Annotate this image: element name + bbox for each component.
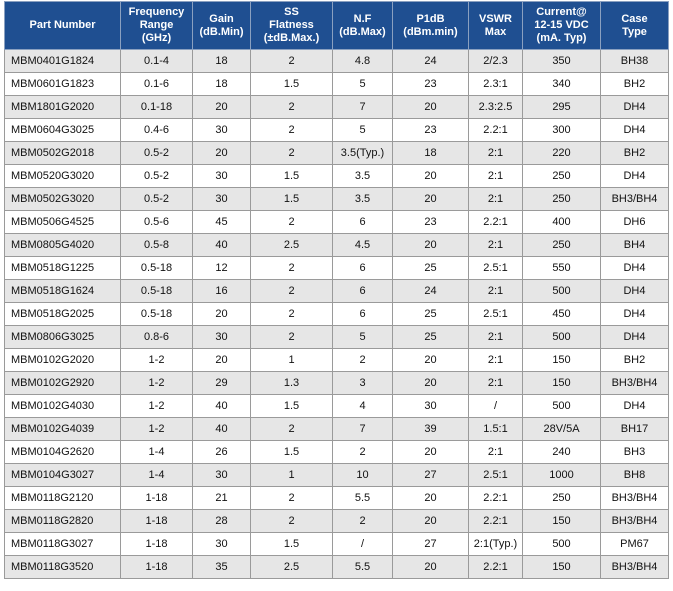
p1db-cell: 27 [393, 464, 469, 487]
ss-flatness-cell: 1.5 [251, 533, 333, 556]
p1db-cell: 25 [393, 257, 469, 280]
vswr-cell: 2.2:1 [469, 119, 523, 142]
p1db-cell: 24 [393, 280, 469, 303]
noise-figure-cell: 3.5(Typ.) [333, 142, 393, 165]
ss-flatness-cell: 2 [251, 211, 333, 234]
ss-flatness-cell: 2.5 [251, 556, 333, 579]
gain-cell: 40 [193, 234, 251, 257]
part-number-cell: MBM0118G2820 [5, 510, 121, 533]
header-ss-flatness-line: SS [284, 6, 299, 18]
ss-flatness-cell: 2 [251, 487, 333, 510]
part-number-cell: MBM0118G3520 [5, 556, 121, 579]
p1db-cell: 20 [393, 96, 469, 119]
header-gain-line: Gain [209, 12, 234, 25]
frequency-range-cell: 0.1-18 [121, 96, 193, 119]
current-cell: 28V/5A [523, 418, 601, 441]
header-ss-flatness-line: (±dB.Max.) [263, 32, 320, 44]
part-number-cell: MBM0502G2018 [5, 142, 121, 165]
header-p1db [393, 2, 469, 50]
case-type-cell: BH3/BH4 [601, 188, 669, 211]
header-ss-flatness-line: Flatness [269, 19, 314, 31]
noise-figure-cell: 3.5 [333, 165, 393, 188]
case-type-cell: BH3/BH4 [601, 487, 669, 510]
header-vswr-line: Max [484, 25, 507, 38]
header-case-type [601, 2, 669, 50]
part-number-cell: MBM0518G1624 [5, 280, 121, 303]
case-type-cell: DH4 [601, 303, 669, 326]
part-number-cell: MBM0806G3025 [5, 326, 121, 349]
frequency-range-cell: 0.5-6 [121, 211, 193, 234]
header-vswr-line: VSWR [479, 12, 512, 25]
ss-flatness-cell: 2 [251, 119, 333, 142]
case-type-cell: DH6 [601, 211, 669, 234]
noise-figure-cell: 3.5 [333, 188, 393, 211]
table-row [5, 211, 669, 234]
header-current-line: 12-15 VDC [534, 19, 589, 31]
case-type-cell: BH3/BH4 [601, 510, 669, 533]
current-cell: 250 [523, 165, 601, 188]
p1db-cell: 25 [393, 326, 469, 349]
p1db-cell: 25 [393, 303, 469, 326]
case-type-cell: BH8 [601, 464, 669, 487]
ss-flatness-cell: 2 [251, 303, 333, 326]
frequency-range-cell: 1-18 [121, 510, 193, 533]
vswr-cell: 2:1 [469, 165, 523, 188]
noise-figure-cell: 2 [333, 510, 393, 533]
gain-cell: 28 [193, 510, 251, 533]
vswr-cell: 2.2:1 [469, 556, 523, 579]
ss-flatness-cell: 1.5 [251, 441, 333, 464]
noise-figure-cell: 3 [333, 372, 393, 395]
gain-cell: 30 [193, 165, 251, 188]
ss-flatness-cell: 1 [251, 349, 333, 372]
case-type-cell: BH2 [601, 349, 669, 372]
part-number-cell: MBM0102G2920 [5, 372, 121, 395]
table-row [5, 326, 669, 349]
frequency-range-cell: 0.1-4 [121, 50, 193, 73]
gain-cell: 18 [193, 73, 251, 96]
noise-figure-cell: 4.5 [333, 234, 393, 257]
gain-cell: 30 [193, 119, 251, 142]
case-type-cell: BH3/BH4 [601, 372, 669, 395]
gain-cell: 12 [193, 257, 251, 280]
case-type-cell: DH4 [601, 326, 669, 349]
header-current [523, 2, 601, 50]
vswr-cell: 2:1(Typ.) [469, 533, 523, 556]
noise-figure-cell: 7 [333, 418, 393, 441]
vswr-cell: / [469, 395, 523, 418]
header-frequency-range [121, 2, 193, 50]
frequency-range-cell: 0.1-6 [121, 73, 193, 96]
case-type-cell: DH4 [601, 96, 669, 119]
p1db-cell: 20 [393, 441, 469, 464]
case-type-cell: BH2 [601, 142, 669, 165]
noise-figure-cell: 5 [333, 326, 393, 349]
gain-cell: 20 [193, 349, 251, 372]
part-number-cell: MBM0102G4030 [5, 395, 121, 418]
frequency-range-cell: 1-2 [121, 395, 193, 418]
vswr-cell: 2.3:1 [469, 73, 523, 96]
case-type-cell: BH38 [601, 50, 669, 73]
ss-flatness-cell: 1.5 [251, 188, 333, 211]
current-cell: 500 [523, 280, 601, 303]
part-number-cell: MBM0506G4525 [5, 211, 121, 234]
case-type-cell: BH3/BH4 [601, 556, 669, 579]
noise-figure-cell: 6 [333, 211, 393, 234]
case-type-cell: DH4 [601, 280, 669, 303]
frequency-range-cell: 0.5-8 [121, 234, 193, 257]
part-number-cell: MBM0601G1823 [5, 73, 121, 96]
p1db-cell: 20 [393, 234, 469, 257]
vswr-cell: 2:1 [469, 372, 523, 395]
header-current-line: (mA. Typ) [536, 32, 587, 44]
current-cell: 150 [523, 556, 601, 579]
part-number-cell: MBM0502G3020 [5, 188, 121, 211]
gain-cell: 35 [193, 556, 251, 579]
header-noise-figure-line: N.F [353, 12, 372, 25]
frequency-range-cell: 0.8-6 [121, 326, 193, 349]
frequency-range-cell: 1-4 [121, 464, 193, 487]
current-cell: 350 [523, 50, 601, 73]
current-cell: 150 [523, 510, 601, 533]
frequency-range-cell: 0.4-6 [121, 119, 193, 142]
header-case-type-line: Type [622, 25, 647, 38]
vswr-cell: 2:1 [469, 441, 523, 464]
table-row [5, 96, 669, 119]
header-frequency-range-line: Range [139, 19, 174, 31]
p1db-cell: 18 [393, 142, 469, 165]
noise-figure-cell: 4.8 [333, 50, 393, 73]
frequency-range-cell: 0.5-2 [121, 165, 193, 188]
current-cell: 500 [523, 395, 601, 418]
vswr-cell: 2.3:2.5 [469, 96, 523, 119]
current-cell: 150 [523, 372, 601, 395]
vswr-cell: 2:1 [469, 142, 523, 165]
table-row [5, 188, 669, 211]
current-cell: 550 [523, 257, 601, 280]
table-body [5, 50, 669, 579]
frequency-range-cell: 1-2 [121, 418, 193, 441]
current-cell: 500 [523, 533, 601, 556]
header-p1db-line: P1dB [416, 12, 445, 25]
table-row [5, 510, 669, 533]
ss-flatness-cell: 1 [251, 464, 333, 487]
ss-flatness-cell: 1.5 [251, 395, 333, 418]
p1db-cell: 20 [393, 165, 469, 188]
vswr-cell: 2:1 [469, 326, 523, 349]
gain-cell: 16 [193, 280, 251, 303]
table-row [5, 303, 669, 326]
gain-cell: 40 [193, 418, 251, 441]
header-noise-figure-line: (dB.Max) [339, 25, 386, 38]
case-type-cell: DH4 [601, 395, 669, 418]
part-number-cell: MBM0518G1225 [5, 257, 121, 280]
p1db-cell: 20 [393, 556, 469, 579]
gain-cell: 40 [193, 395, 251, 418]
part-number-cell: MBM0520G3020 [5, 165, 121, 188]
header-ss-flatness [251, 2, 333, 50]
case-type-cell: DH4 [601, 165, 669, 188]
frequency-range-cell: 0.5-2 [121, 188, 193, 211]
gain-cell: 26 [193, 441, 251, 464]
part-number-cell: MBM0104G2620 [5, 441, 121, 464]
current-cell: 150 [523, 349, 601, 372]
table-row [5, 395, 669, 418]
table-row [5, 73, 669, 96]
vswr-cell: 2.5:1 [469, 303, 523, 326]
case-type-cell: BH17 [601, 418, 669, 441]
table-row [5, 349, 669, 372]
current-cell: 300 [523, 119, 601, 142]
vswr-cell: 2.2:1 [469, 211, 523, 234]
current-cell: 1000 [523, 464, 601, 487]
table-row [5, 464, 669, 487]
part-number-cell: MBM0604G3025 [5, 119, 121, 142]
frequency-range-cell: 0.5-18 [121, 303, 193, 326]
case-type-cell: DH4 [601, 257, 669, 280]
ss-flatness-cell: 2 [251, 280, 333, 303]
frequency-range-cell: 1-18 [121, 487, 193, 510]
case-type-cell: BH4 [601, 234, 669, 257]
case-type-cell: BH3 [601, 441, 669, 464]
vswr-cell: 2.5:1 [469, 257, 523, 280]
noise-figure-cell: 6 [333, 280, 393, 303]
frequency-range-cell: 1-18 [121, 556, 193, 579]
noise-figure-cell: 6 [333, 257, 393, 280]
p1db-cell: 20 [393, 349, 469, 372]
vswr-cell: 2:1 [469, 234, 523, 257]
gain-cell: 30 [193, 533, 251, 556]
header-frequency-range-line: (GHz) [141, 32, 172, 44]
ss-flatness-cell: 2 [251, 257, 333, 280]
gain-cell: 30 [193, 188, 251, 211]
frequency-range-cell: 1-2 [121, 349, 193, 372]
header-gain [193, 2, 251, 50]
case-type-cell: BH2 [601, 73, 669, 96]
noise-figure-cell: 7 [333, 96, 393, 119]
table-row [5, 372, 669, 395]
table-row [5, 533, 669, 556]
ss-flatness-cell: 2 [251, 326, 333, 349]
case-type-cell: PM67 [601, 533, 669, 556]
header-gain-line: (dB.Min) [199, 25, 244, 38]
current-cell: 250 [523, 188, 601, 211]
ss-flatness-cell: 2.5 [251, 234, 333, 257]
vswr-cell: 2:1 [469, 349, 523, 372]
table-row [5, 556, 669, 579]
part-number-cell: MBM0518G2025 [5, 303, 121, 326]
noise-figure-cell: 5 [333, 73, 393, 96]
part-number-cell: MBM0102G2020 [5, 349, 121, 372]
ss-flatness-cell: 2 [251, 510, 333, 533]
noise-figure-cell: / [333, 533, 393, 556]
current-cell: 250 [523, 487, 601, 510]
header-case-type-line: Case [621, 12, 648, 25]
noise-figure-cell: 5.5 [333, 556, 393, 579]
gain-cell: 20 [193, 303, 251, 326]
ss-flatness-cell: 2 [251, 418, 333, 441]
p1db-cell: 27 [393, 533, 469, 556]
frequency-range-cell: 1-4 [121, 441, 193, 464]
p1db-cell: 23 [393, 211, 469, 234]
current-cell: 400 [523, 211, 601, 234]
header-part-number [5, 2, 121, 50]
current-cell: 340 [523, 73, 601, 96]
p1db-cell: 20 [393, 188, 469, 211]
p1db-cell: 20 [393, 510, 469, 533]
part-number-cell: MBM0102G4039 [5, 418, 121, 441]
p1db-cell: 39 [393, 418, 469, 441]
table-row [5, 280, 669, 303]
part-number-cell: MBM0118G2120 [5, 487, 121, 510]
part-number-cell: MBM0401G1824 [5, 50, 121, 73]
case-type-cell: DH4 [601, 119, 669, 142]
part-number-cell: MBM0118G3027 [5, 533, 121, 556]
p1db-cell: 20 [393, 372, 469, 395]
table-row [5, 165, 669, 188]
vswr-cell: 2.2:1 [469, 510, 523, 533]
frequency-range-cell: 1-18 [121, 533, 193, 556]
p1db-cell: 23 [393, 73, 469, 96]
p1db-cell: 30 [393, 395, 469, 418]
current-cell: 250 [523, 234, 601, 257]
noise-figure-cell: 6 [333, 303, 393, 326]
noise-figure-cell: 10 [333, 464, 393, 487]
p1db-cell: 20 [393, 487, 469, 510]
noise-figure-cell: 2 [333, 441, 393, 464]
part-number-cell: MBM1801G2020 [5, 96, 121, 119]
table-row [5, 119, 669, 142]
p1db-cell: 24 [393, 50, 469, 73]
gain-cell: 30 [193, 464, 251, 487]
header-current-line: Current@ [536, 6, 587, 18]
header-vswr [469, 2, 523, 50]
gain-cell: 20 [193, 142, 251, 165]
table-row [5, 418, 669, 441]
frequency-range-cell: 0.5-2 [121, 142, 193, 165]
vswr-cell: 2:1 [469, 188, 523, 211]
gain-cell: 20 [193, 96, 251, 119]
ss-flatness-cell: 2 [251, 142, 333, 165]
header-part-number-line: Part Number [29, 19, 96, 31]
vswr-cell: 2:1 [469, 280, 523, 303]
table-header-row [5, 2, 669, 50]
header-noise-figure [333, 2, 393, 50]
table-row [5, 487, 669, 510]
vswr-cell: 2.5:1 [469, 464, 523, 487]
gain-cell: 21 [193, 487, 251, 510]
amplifier-spec-table [4, 1, 669, 579]
header-frequency-range-line: Frequency [128, 6, 185, 18]
frequency-range-cell: 1-2 [121, 372, 193, 395]
noise-figure-cell: 4 [333, 395, 393, 418]
table-row [5, 142, 669, 165]
part-number-cell: MBM0104G3027 [5, 464, 121, 487]
noise-figure-cell: 2 [333, 349, 393, 372]
frequency-range-cell: 0.5-18 [121, 280, 193, 303]
ss-flatness-cell: 2 [251, 50, 333, 73]
part-number-cell: MBM0805G4020 [5, 234, 121, 257]
gain-cell: 45 [193, 211, 251, 234]
ss-flatness-cell: 1.3 [251, 372, 333, 395]
table-row [5, 234, 669, 257]
table-row [5, 50, 669, 73]
header-p1db-line: (dBm.min) [403, 25, 458, 38]
current-cell: 240 [523, 441, 601, 464]
p1db-cell: 23 [393, 119, 469, 142]
ss-flatness-cell: 2 [251, 96, 333, 119]
spec-table-container [4, 1, 668, 579]
vswr-cell: 2/2.3 [469, 50, 523, 73]
vswr-cell: 1.5:1 [469, 418, 523, 441]
noise-figure-cell: 5.5 [333, 487, 393, 510]
current-cell: 450 [523, 303, 601, 326]
ss-flatness-cell: 1.5 [251, 165, 333, 188]
gain-cell: 29 [193, 372, 251, 395]
gain-cell: 30 [193, 326, 251, 349]
table-row [5, 441, 669, 464]
frequency-range-cell: 0.5-18 [121, 257, 193, 280]
vswr-cell: 2.2:1 [469, 487, 523, 510]
noise-figure-cell: 5 [333, 119, 393, 142]
ss-flatness-cell: 1.5 [251, 73, 333, 96]
gain-cell: 18 [193, 50, 251, 73]
current-cell: 500 [523, 326, 601, 349]
current-cell: 295 [523, 96, 601, 119]
current-cell: 220 [523, 142, 601, 165]
table-row [5, 257, 669, 280]
